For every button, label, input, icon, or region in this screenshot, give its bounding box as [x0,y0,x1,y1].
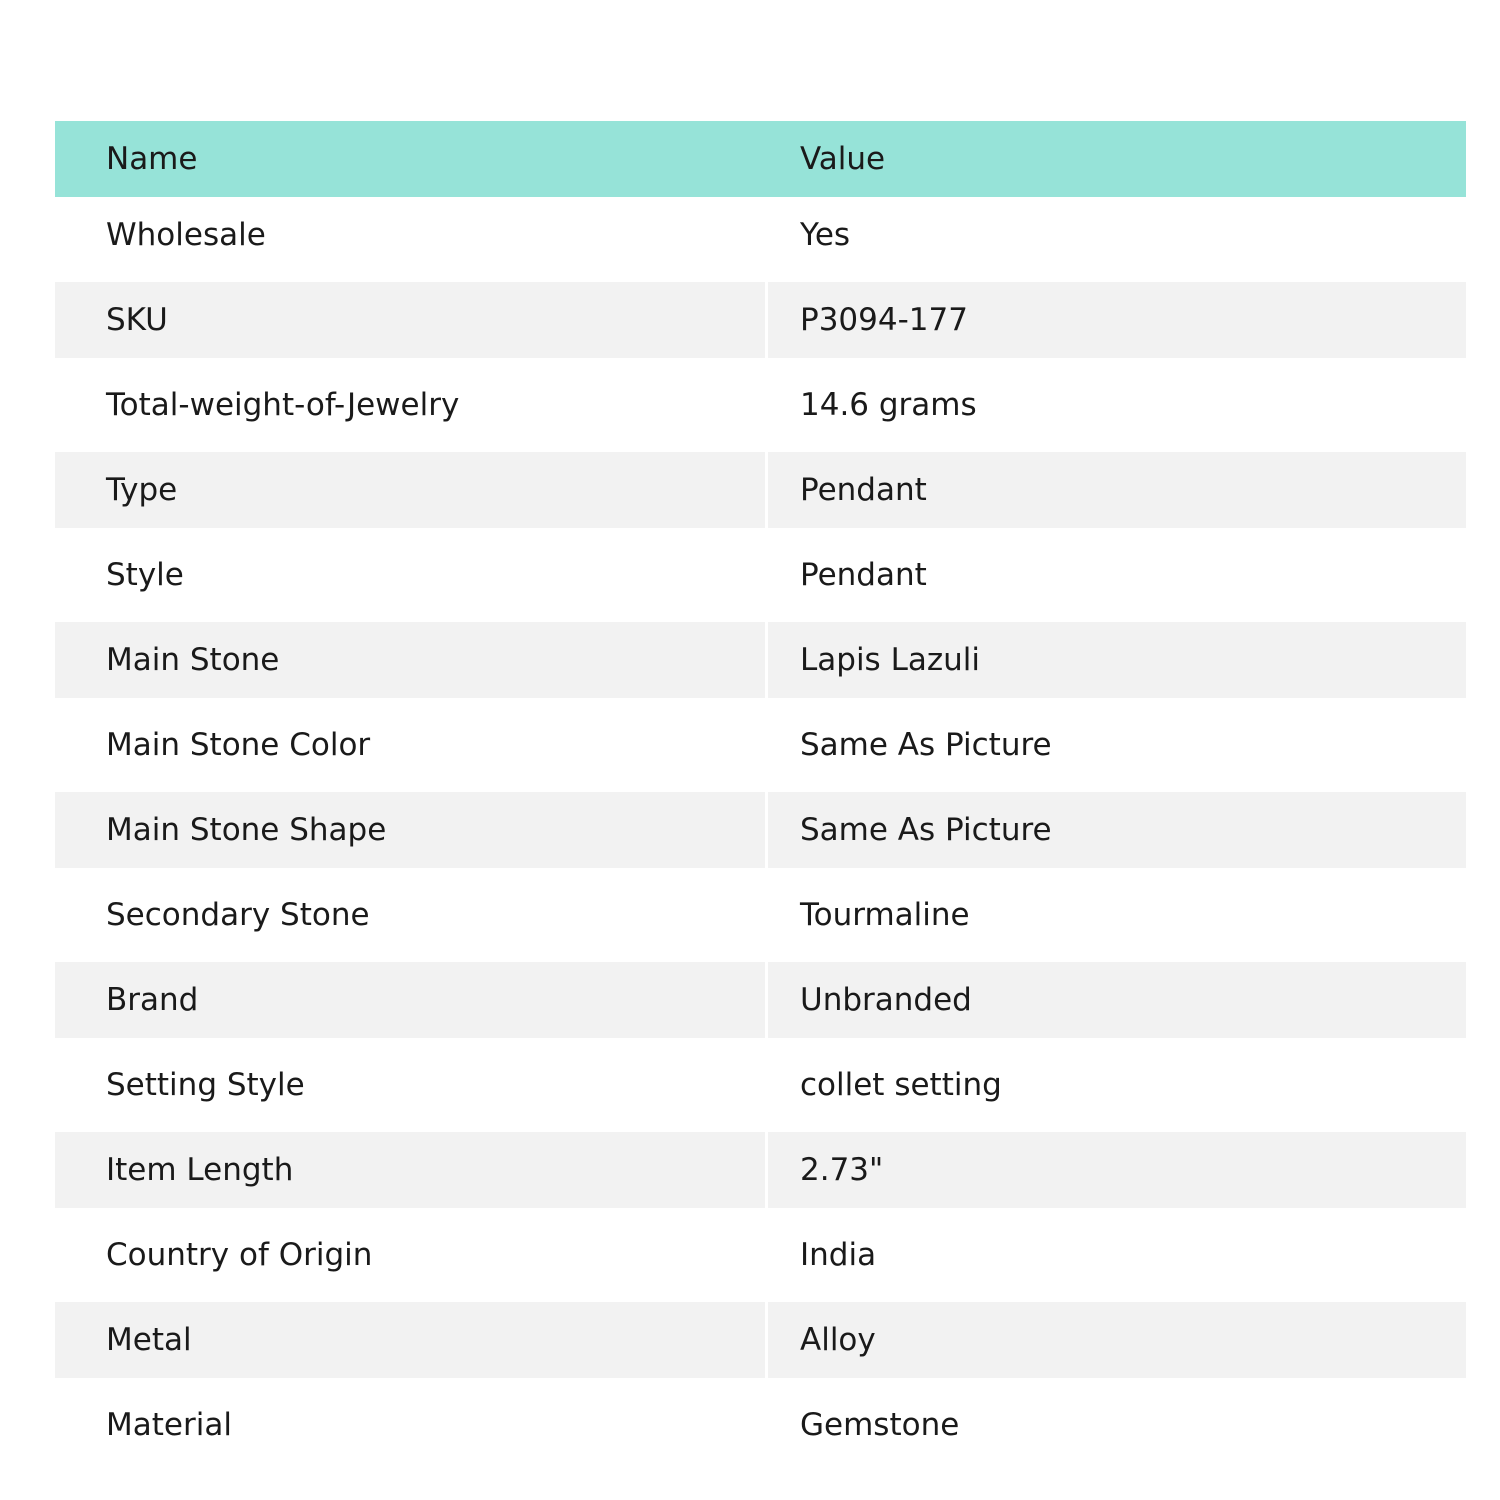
table-row [55,1217,1466,1293]
row-name: Main Stone Color [106,727,371,763]
row-name: Material [106,1407,232,1443]
row-value: Alloy [768,1302,1466,1378]
row-name: Main Stone Shape [55,792,765,868]
row-name: SKU [55,282,765,358]
table-row [55,537,1466,613]
table-row [55,1302,1466,1378]
row-value: collet setting [800,1067,1002,1103]
row-name: Main Stone [55,622,765,698]
table-row [55,197,1466,273]
row-name: Setting Style [106,1067,305,1103]
row-value: Tourmaline [800,897,970,933]
table-row [55,792,1466,868]
row-value: Unbranded [768,962,1466,1038]
row-name: Metal [55,1302,765,1378]
table-row [55,1387,1466,1463]
row-name: Brand [55,962,765,1038]
table-body [55,197,1466,1463]
row-name: Total-weight-of-Jewelry [106,387,460,423]
row-value: Lapis Lazuli [768,622,1466,698]
row-value: 2.73" [768,1132,1466,1208]
row-value: Same As Picture [768,792,1466,868]
row-value: Pendant [768,452,1466,528]
row-name: Style [106,557,184,593]
header-value: Value [768,121,1466,197]
row-value: India [800,1237,877,1273]
row-value: Same As Picture [800,727,1052,763]
table-header [55,121,1466,197]
table-row [55,1132,1466,1208]
row-value: Yes [800,217,851,253]
spec-table [55,121,1466,1463]
row-name: Type [55,452,765,528]
row-name: Wholesale [106,217,266,253]
table-row [55,877,1466,953]
row-value: 14.6 grams [800,387,977,423]
row-name: Item Length [55,1132,765,1208]
table-row [55,622,1466,698]
header-name: Name [55,121,765,197]
table-row [55,452,1466,528]
row-name: Country of Origin [106,1237,373,1273]
table-row [55,367,1466,443]
row-value: Gemstone [800,1407,960,1443]
row-value: Pendant [800,557,927,593]
row-value: P3094-177 [768,282,1466,358]
table-row [55,1047,1466,1123]
row-name: Secondary Stone [106,897,370,933]
table-row [55,962,1466,1038]
table-row [55,282,1466,358]
table-row [55,707,1466,783]
